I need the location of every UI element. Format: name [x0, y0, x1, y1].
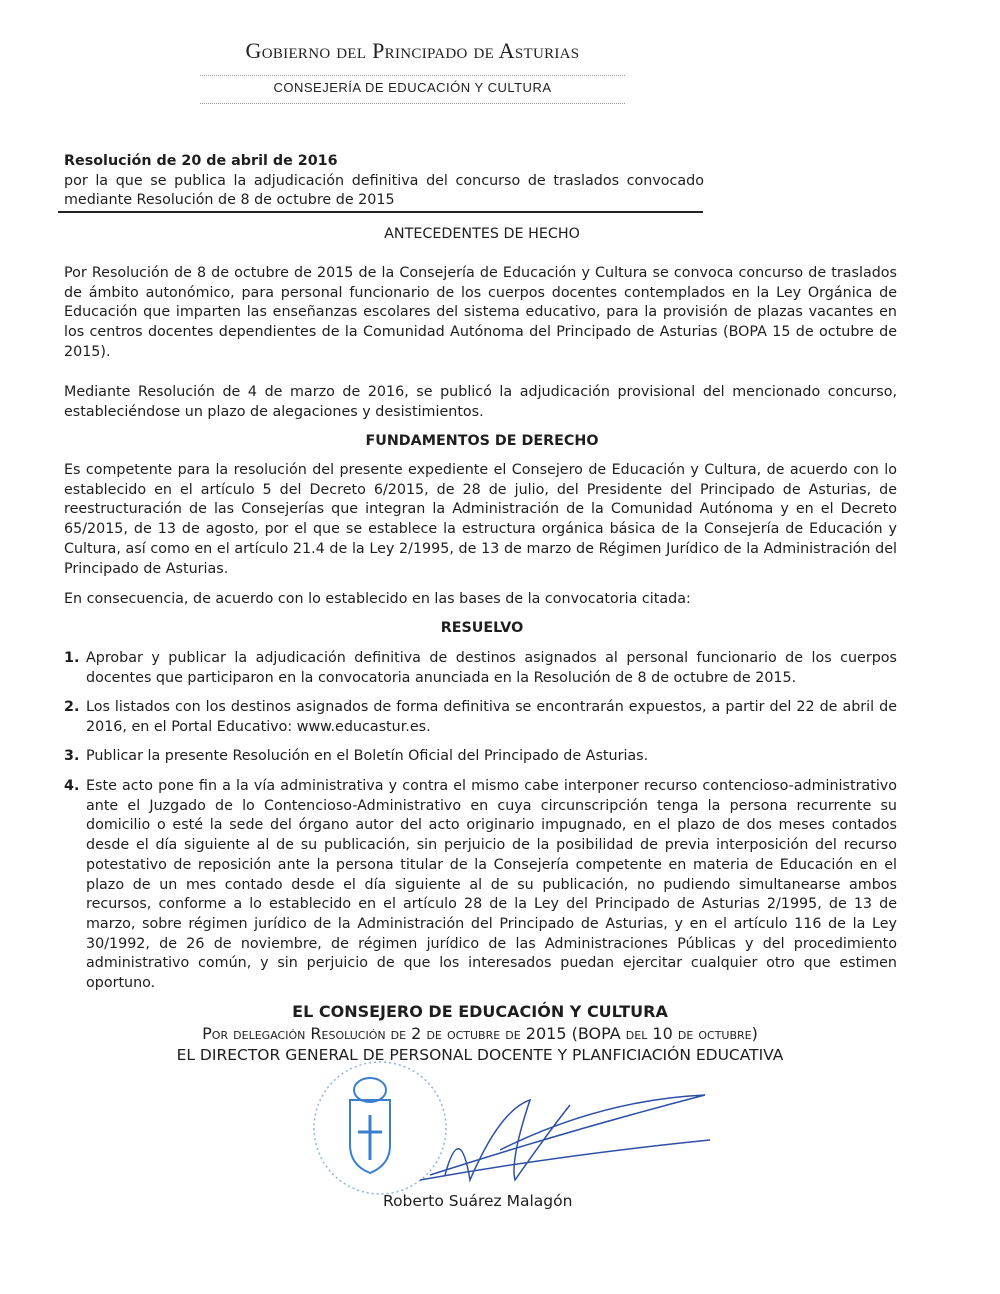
resuelvo-item [64, 747, 897, 767]
director-title: EL DIRECTOR GENERAL DE PERSONAL DOCENTE Y PLANFICIACIÓN EDUCATIVA [176, 1046, 784, 1064]
delegation-line: Por delegación Resolución de 2 de octubre de 2015 (BOPA del 10 de octubre) [202, 1024, 758, 1043]
antecedentes-paragraph-2: Mediante Resolución de 4 de marzo de 2016, se publicó la adjudicación provisional del mencionado concurso, estableciéndose un plazo de alegaciones y desistimientos. [64, 384, 897, 420]
official-stamp-and-signature [300, 1060, 720, 1210]
resolution-subtitle: por la que se publica la adjudicación definitiva del concurso de traslados convocado mediante Resolución de 8 de octubre de 2015 [64, 172, 704, 209]
item-text: Los listados con los destinos asignados de forma definitiva se encontrarán expuestos, a partir del 22 de abril de 2016, en el Portal Educativo: www.educastur.es. [86, 699, 897, 735]
resolution-title: Resolución de 20 de abril de 2016 [64, 153, 338, 169]
item-number: 4. [64, 778, 80, 794]
header-divider [200, 103, 625, 104]
fundamentos-paragraph-2: En consecuencia, de acuerdo con lo establecido en las bases de la convocatoria citada: [64, 591, 691, 607]
handwritten-signature [420, 1095, 710, 1180]
resuelvo-heading: RESUELVO [440, 620, 524, 636]
resuelvo-item [64, 698, 897, 737]
header-divider [200, 75, 625, 76]
resuelvo-item [64, 777, 897, 994]
antecedentes-heading: ANTECEDENTES DE HECHO [384, 226, 580, 242]
government-header: Gobierno del Principado de Asturias [245, 38, 580, 63]
signatory-name: Roberto Suárez Malagón [383, 1192, 573, 1210]
title-underline [58, 211, 703, 213]
department-header: CONSEJERÍA DE EDUCACIÓN Y CULTURA [273, 80, 552, 95]
fundamentos-paragraph-1: Es competente para la resolución del presente expediente el Consejero de Educación y Cultura, de acuerdo con lo establecido en el artículo 5 del Decreto 6/2015, de 28 de julio, del Presidente del Principado de Asturias, de reestructuración de las Consejerías que integran la Administración de la Comunidad Autónoma y en el Decreto 65/2015, de 13 de agosto, por el que se establece la estructura orgánica básica de la Consejería de Educación y Cultura, así como en el artículo 21.4 de la Ley 2/1995, de 13 de marzo de Régimen Jurídico de la Administración del Principado de Asturias. [64, 462, 897, 577]
item-number: 1. [64, 650, 80, 666]
signatory-title: EL CONSEJERO DE EDUCACIÓN Y CULTURA [292, 1002, 668, 1021]
item-text: Publicar la presente Resolución en el Boletín Oficial del Principado de Asturias. [86, 748, 649, 764]
item-text: Este acto pone fin a la vía administrativa y contra el mismo cabe interponer recurso contencioso-administrativo ante el Juzgado de lo Contencioso-Administrativo en cuya circunscripción tenga la persona recurrente su domicilio o esté la sede del órgano autor del acto originario impugnado, en el plazo de dos meses contados desde el día siguiente al de su publicación, sin perjuicio de la posibilidad de previa interposición del recurso potestativo de reposición ante la persona titular de la Consejería competente en materia de Educación en el plazo de un mes contado desde el día siguiente al de su publicación, no pudiendo simultanearse ambos recursos, conforme a lo establecido en el artículo 28 de la Ley del Principado de Asturias 2/1995, de 13 de marzo, sobre régimen jurídico de la Administración del Principado de Asturias, y en el artículo 116 de la Ley 30/1992, de 26 de noviembre, de régimen jurídico de las Administraciones Públicas y del procedimiento administrativo común, y sin perjuicio de que los interesados puedan ejercitar cualquier otro que estimen oportuno. [86, 778, 897, 992]
fundamentos-heading: FUNDAMENTOS DE DERECHO [365, 433, 599, 449]
antecedentes-paragraph-1: Por Resolución de 8 de octubre de 2015 de la Consejería de Educación y Cultura se convoca concurso de traslados de ámbito autonómico, para personal funcionario de los cuerpos docentes contemplados en la Ley Orgánica de Educación que imparten las enseñanzas escolares del sistema educativo, para la provisión de plazas vacantes en los centros docentes dependientes de la Comunidad Autónoma del Principado de Asturias (BOPA 15 de octubre de 2015). [64, 265, 897, 360]
item-number: 2. [64, 699, 80, 715]
item-text: Aprobar y publicar la adjudicación definitiva de destinos asignados al personal funcionario de los cuerpos docentes que participaron en la convocatoria anunciada en la Resolución de 8 de octubre de 2015. [86, 650, 897, 686]
resolution-heading [64, 152, 704, 211]
item-number: 3. [64, 748, 80, 764]
official-stamp [314, 1062, 446, 1194]
resuelvo-item [64, 649, 897, 688]
